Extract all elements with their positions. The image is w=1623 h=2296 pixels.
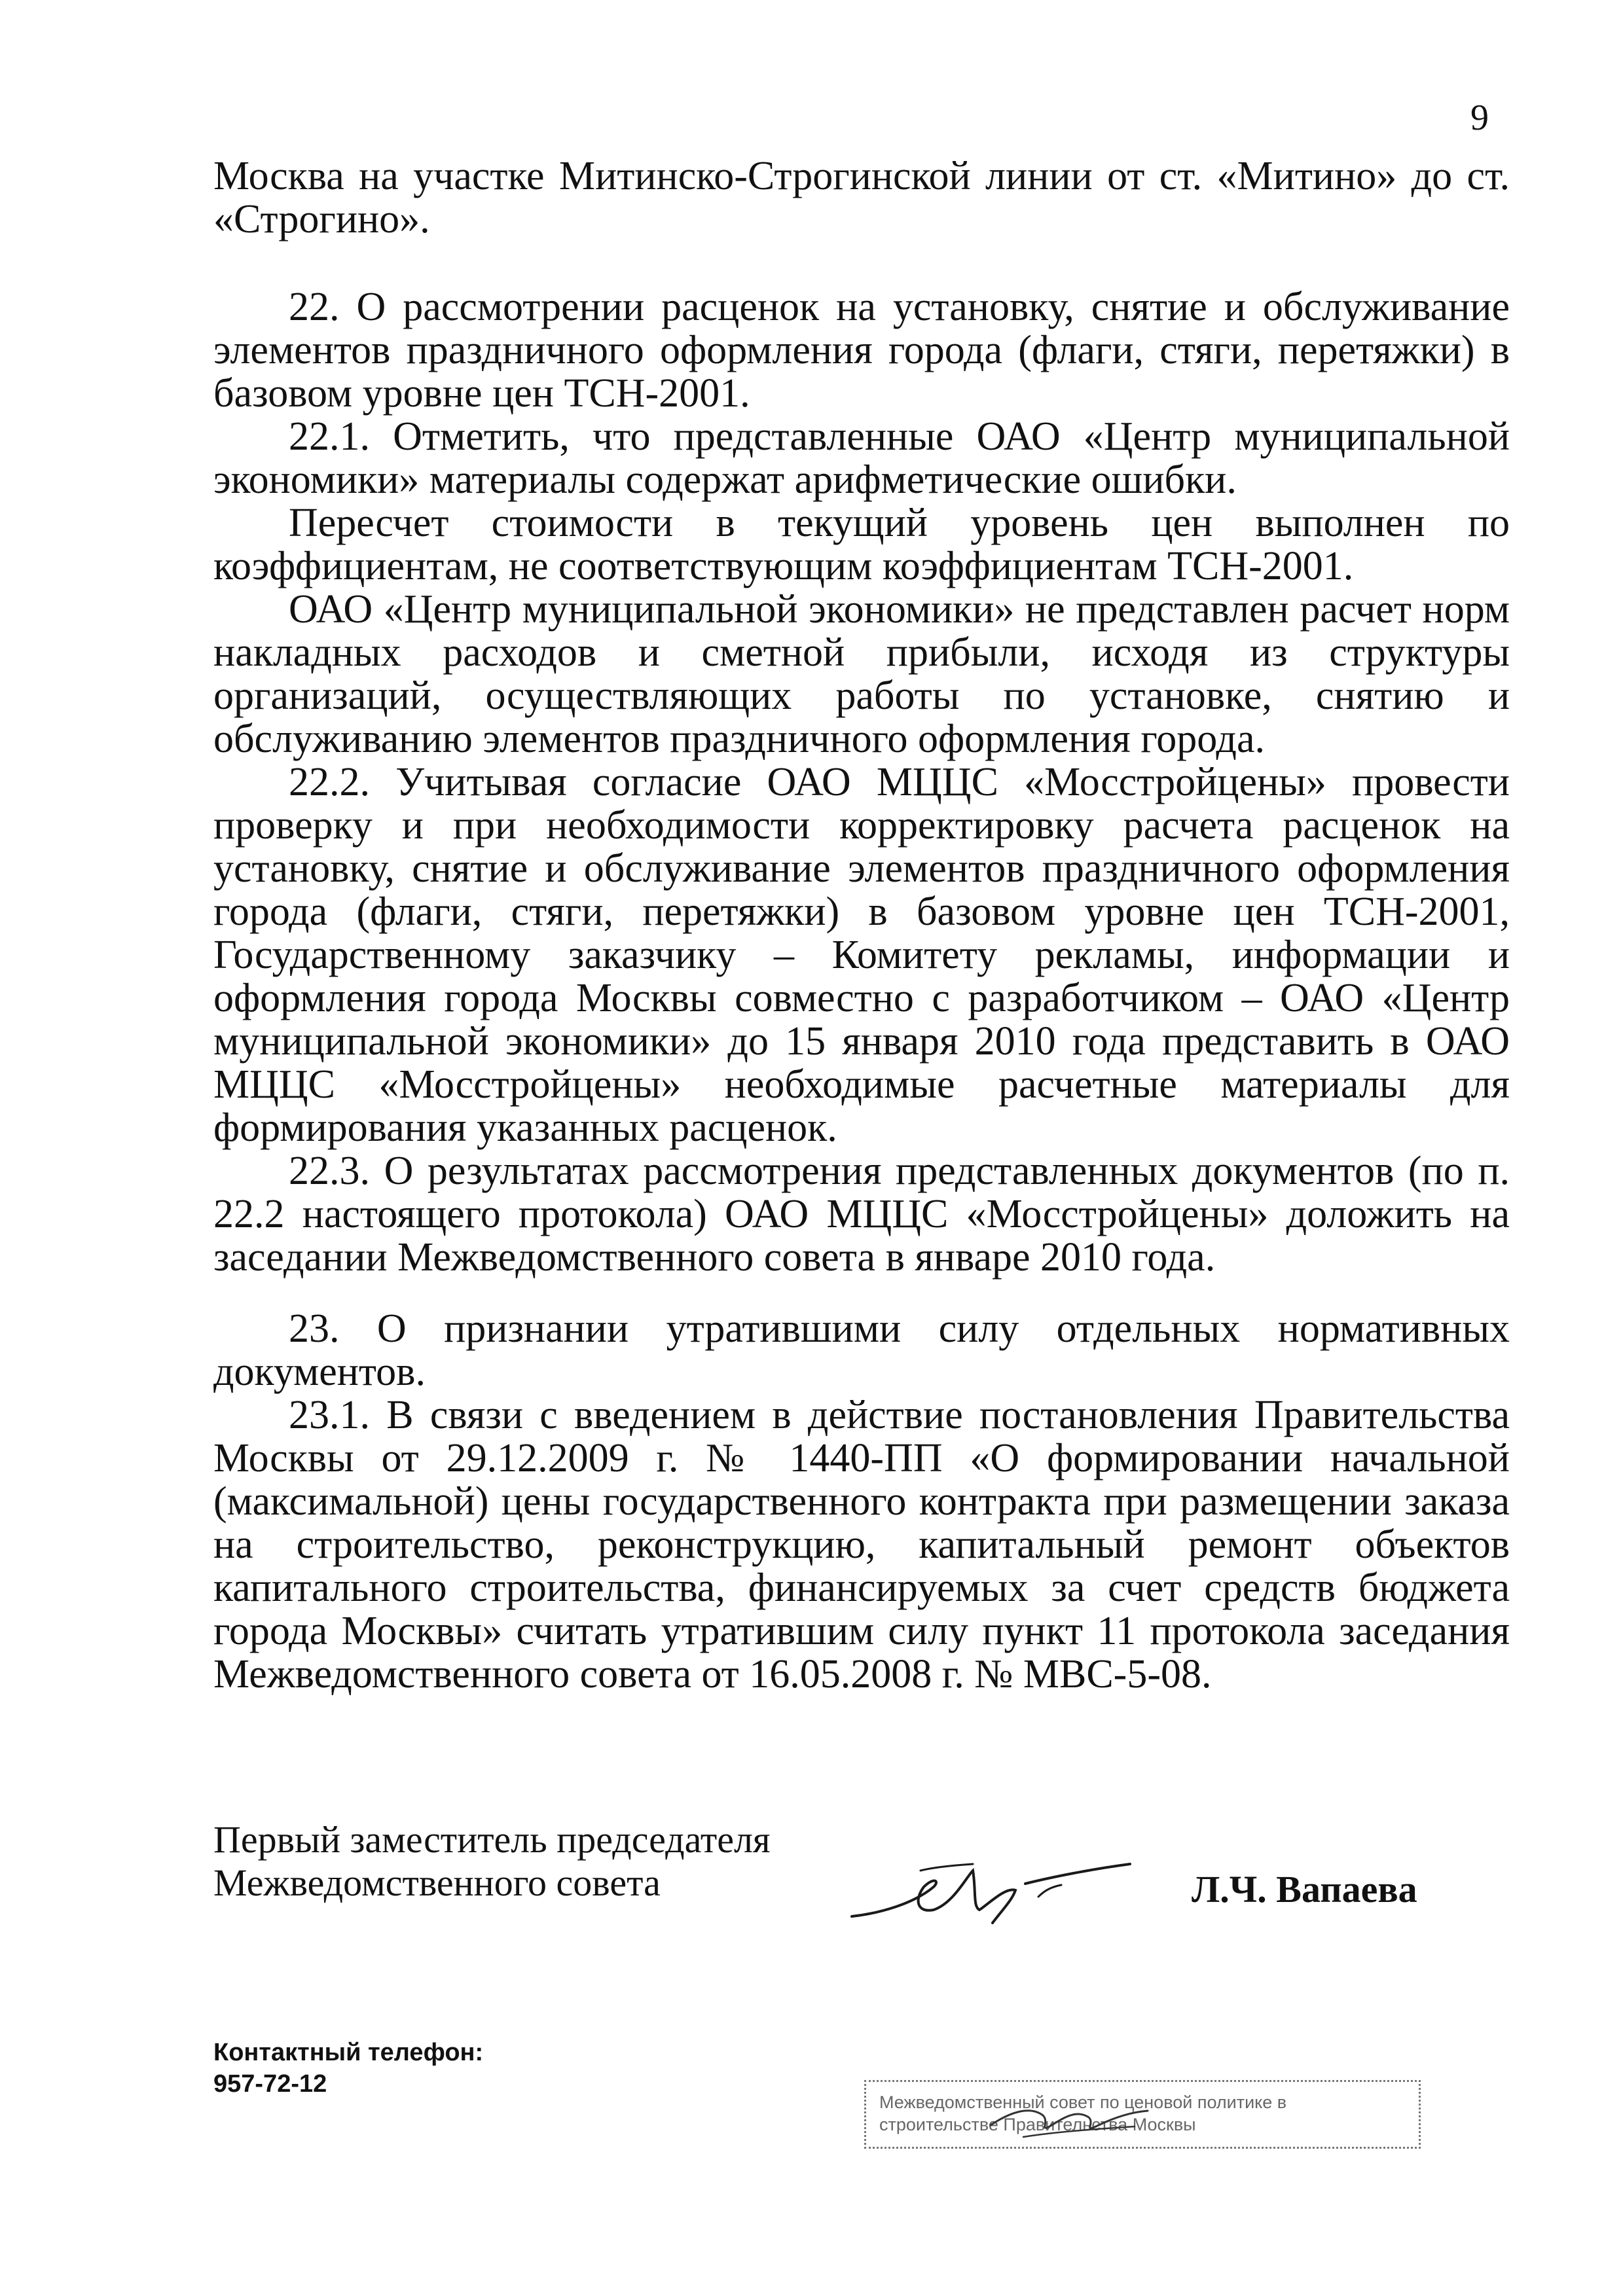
text-block-item-22	[213, 285, 1510, 1279]
contact-info	[213, 2037, 483, 2100]
stamp-line-2: строительстве Правительства Москвы	[879, 2115, 1196, 2134]
signer-title-line-2: Межведомственного совета	[213, 1861, 661, 1904]
signer-title	[213, 1818, 771, 1905]
paragraph: 22. О рассмотрении расценок на установку, снятие и обслуживание элементов праздничного оформления города (флаги, стяги, перетяжки) в базовом уровне цен ТСН-2001.	[213, 285, 1510, 416]
paragraph: 23. О признании утратившими силу отдельных нормативных документов.	[213, 1306, 1510, 1394]
page-number: 9	[1470, 98, 1489, 138]
contact-phone: 957-72-12	[213, 2070, 327, 2098]
signer-title-line-1: Первый заместитель председателя	[213, 1818, 771, 1861]
stamp-line-1: Межведомственный совет по ценовой политике в	[879, 2092, 1287, 2112]
paragraph: 23.1. В связи с введением в действие постановления Правительства Москвы от 29.12.2009 г. № 1440-ПП «О формировании начальной (максимальной) цены государственного контракта при размещении заказа на строительство, реконструкцию, капитальный ремонт объектов капитального строительства, финансируемых за счет средств бюджета города Москвы» считать утратившим силу пункт 11 протокола заседания Межведомственного совета от 16.05.2008 г. № МВС-5-08.	[213, 1393, 1510, 1696]
paragraph: 22.2. Учитывая согласие ОАО МЦЦС «Мосстройцены» провести проверку и при необходимости корректировку расчета расценок на установку, снятие и обслуживание элементов праздничного оформления города (флаги, стяги, перетяжки) в базовом уровне цен ТСН-2001, Государственному заказчику – Комитету рекламы, информации и оформления города Москвы совместно с разработчиком – ОАО «Центр муниципальной экономики» до 15 января 2010 года представить в ОАО МЦЦС «Мосстройцены» необходимые расчетные материалы для формирования указанных расценок.	[213, 760, 1510, 1150]
signer-name: Л.Ч. Вапаева	[1192, 1868, 1417, 1910]
paragraph: Москва на участке Митинско-Строгинской линии от ст. «Митино» до ст. «Строгино».	[213, 154, 1510, 242]
paragraph: 22.1. Отметить, что представленные ОАО «Центр муниципальной экономики» материалы содержат арифметические ошибки.	[213, 414, 1510, 502]
paragraph: Пересчет стоимости в текущий уровень цен выполнен по коэффициентам, не соответствующим коэффициентам ТСН-2001.	[213, 501, 1510, 588]
contact-label: Контактный телефон:	[213, 2039, 484, 2066]
handwritten-signature	[842, 1851, 1143, 1936]
paragraph: ОАО «Центр муниципальной экономики» не представлен расчет норм накладных расходов и сметной прибыли, исходя из структуры организаций, осуществляющих работы по установке, снятию и обслуживанию элементов праздничного оформления города.	[213, 587, 1510, 761]
paragraph: 22.3. О результатах рассмотрения представленных документов (по п. 22.2 настоящего протокола) ОАО МЦЦС «Мосстройцены» доложить на заседании Межведомственного совета в январе 2010 года.	[213, 1149, 1510, 1280]
text-block-item-23	[213, 1307, 1510, 1696]
stamp-signature	[984, 2086, 1154, 2145]
signature-block	[213, 1818, 1523, 1988]
approval-stamp	[864, 2080, 1421, 2149]
text-block-intro	[213, 154, 1510, 241]
